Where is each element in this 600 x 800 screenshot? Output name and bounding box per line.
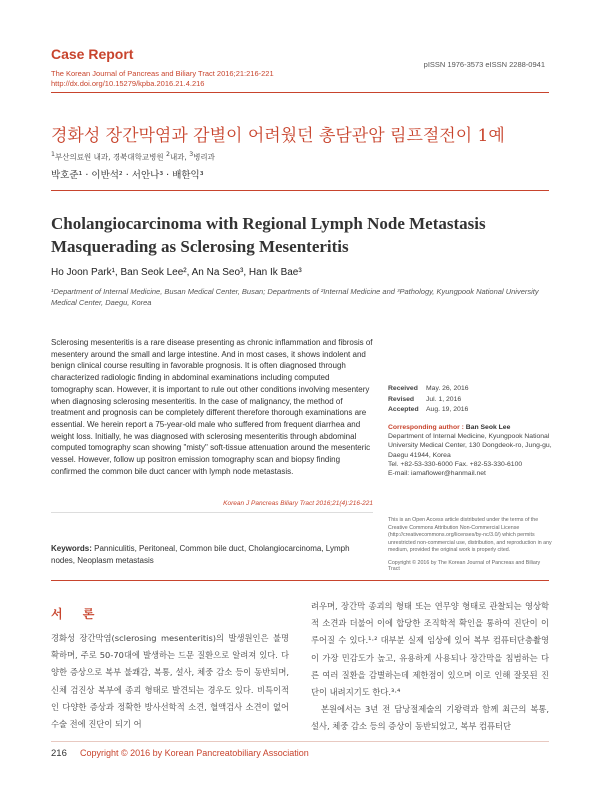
english-title: Cholangiocarcinoma with Regional Lymph Node Metastasis Masquerading as Sclerosing Mesenteritis bbox=[51, 214, 486, 256]
section-heading: 서 론 bbox=[51, 607, 103, 621]
accepted-date: Aug. 19, 2016 bbox=[426, 406, 469, 413]
korean-title: 경화성 장간막염과 감별이 어려웠던 총담관암 림프절전이 1예 bbox=[51, 126, 505, 146]
korean-affiliation bbox=[51, 151, 215, 163]
aff-text: 병리과 bbox=[193, 152, 215, 162]
corr-tel: Tel. +82-53-330-6000 Fax. +82-53-330-6100 bbox=[388, 460, 523, 468]
accepted-label: Accepted bbox=[388, 406, 419, 413]
revised-row bbox=[388, 395, 469, 406]
article-type-label: Case Report bbox=[51, 46, 134, 62]
corr-name: Ban Seok Lee bbox=[465, 424, 511, 431]
aff-superscript: 2 bbox=[165, 151, 170, 158]
aff-superscript: 3 bbox=[189, 151, 194, 158]
body-paragraph: 본원에서는 3년 전 담낭절제술의 기왕력과 함께 최근의 복통, 설사, 체중 감소 등의 증상이 동반되었고, 복부 컴퓨터단 bbox=[311, 704, 549, 732]
body-column-left: 경화성 장간막염(sclerosing mesenteritis)의 발생원인은 불명확하며, 주로 50-70대에 발생하는 드문 질환으로 알려져 있다. 다양한 증상으로 복부 불쾌감, 복통, 설사, 체중 감소 등이 동반되며, 신체 검진상 복부에 종괴 형태로 발견되는 경우도 있다. 비특이적인 다양한 증상과 정확한 방사선학적 소견, 혈액검사 소견이 없어 수술 전에 진단이 되기 어 bbox=[51, 633, 289, 730]
footer-divider bbox=[51, 741, 549, 742]
open-access-notice: This is an Open Access article distributed under the terms of the Creative Commons Attribution Non-Commercial License (http://creativecommons.org/licenses/by-nc/3.0/) which permits unrestricted non-commercial use, distribution, and reproduction in any medium, provided the original work is properly cited. bbox=[388, 517, 552, 554]
corr-head-label: Corresponding author : bbox=[388, 424, 466, 431]
journal-citation-line: The Korean Journal of Pancreas and Biliary Tract 2016;21:216-221 bbox=[51, 69, 274, 78]
accepted-row bbox=[388, 405, 469, 416]
body-divider bbox=[51, 580, 549, 581]
copyright-notice: Copyright © 2016 by The Korean Journal of Pancreas and Biliary Tract bbox=[388, 560, 541, 572]
correspondence-block bbox=[388, 423, 553, 478]
english-affiliation: ¹Department of Internal Medicine, Busan Medical Center, Busan; Departments of ²Internal Medicine and ³Pathology, Kyungpook National University Medical Center, Daegu, Korea bbox=[51, 287, 539, 307]
keywords bbox=[51, 543, 373, 566]
english-authors: Ho Joon Park¹, Ban Seok Lee², An Na Seo³, Han Ik Bae³ bbox=[51, 267, 302, 278]
page-number: 216 bbox=[51, 748, 67, 759]
footer-copyright: Copyright © 2016 by Korean Pancreatobiliary Association bbox=[80, 748, 309, 758]
header-divider bbox=[51, 92, 549, 93]
corr-address: Department of Internal Medicine, Kyungpook National University Medical Center, 130 Dongdeok-ro, Jung-gu, Daegu 41944, Korea bbox=[388, 433, 552, 459]
corr-email[interactable]: E-mail: iamaflower@hanmail.net bbox=[388, 470, 486, 478]
aff-text: 내과, bbox=[169, 152, 190, 162]
doi-link[interactable]: http://dx.doi.org/10.15279/kpba.2016.21.4.216 bbox=[51, 79, 205, 88]
title-divider bbox=[51, 190, 549, 191]
korean-authors: 박호준¹ · 이반석² · 서안나³ · 배한익³ bbox=[51, 170, 204, 181]
aff-superscript: 1 bbox=[51, 151, 55, 158]
abstract-text: Sclerosing mesenteritis is a rare disease presenting as chronic inflammation and fibrosis of mesentery around the small and large intestine. And in most cases, it shows indolent and benign clinical course resulting in favorable prognosis. It is often diagnosed through characterized radiologic finding in abdominal examinations including computed tomography scan. However, it is important to rule out other conditions involving mesentery when diagnosing sclerosing mesenteritis. In the case of malignancy, the method of treatment and prognosis can be completely different therefore thorough examinations are essential. We herein report a 75-year-old male who suffered from frequent diarrhea and weight loss. Initially, he was diagnosed with sclerosing mesenteritis through abdominal computed tomography scan showing "misty" soft-tissue attenuation around the mesenteric vessel. However, follow up positron emission tomography scan and biopsy finding confirmed the common bile duct cancer with lymph node metastasis. bbox=[51, 338, 373, 476]
issn-label: pISSN 1976-3573 eISSN 2288-0941 bbox=[423, 60, 545, 69]
keywords-label: Keywords: bbox=[51, 544, 92, 553]
dates-block bbox=[388, 384, 469, 416]
revised-date: Jul. 1, 2016 bbox=[426, 395, 462, 403]
aff-text: 부산의료원 내과, 경북대학교병원 bbox=[54, 152, 166, 162]
revised-label: Revised bbox=[388, 395, 415, 403]
body-column-right bbox=[311, 598, 549, 736]
citation-line: Korean J Pancreas Biliary Tract 2016;21(4):216-221 bbox=[223, 500, 373, 507]
body-paragraph: 려우며, 장간막 종괴의 형태 또는 연무양 형태로 관찰되는 영상학적 소견과 더불어 이에 합당한 조직학적 확인을 통하여 진단이 이루어질 수 있다.¹·² 대부분 실제 임상에 있어 복부 컴퓨터단층촬영이 가장 민감도가 높고, 유용하게 사용되나 장간막을 침범하는 다른 여러 질환을 감별하는데 제한점이 있으며 이로 인해 잘못된 진단이 내려지기도 한다.³·⁴ bbox=[311, 601, 549, 698]
received-label: Received bbox=[388, 385, 418, 392]
corr-heading bbox=[388, 423, 553, 432]
keywords-text: Panniculitis, Peritoneal, Common bile duct, Cholangiocarcinoma, Lymph nodes, Neoplasm metastasis bbox=[51, 544, 350, 565]
citation-divider bbox=[51, 512, 373, 513]
received-date: May. 26, 2016 bbox=[426, 385, 469, 392]
received-row bbox=[388, 384, 469, 395]
